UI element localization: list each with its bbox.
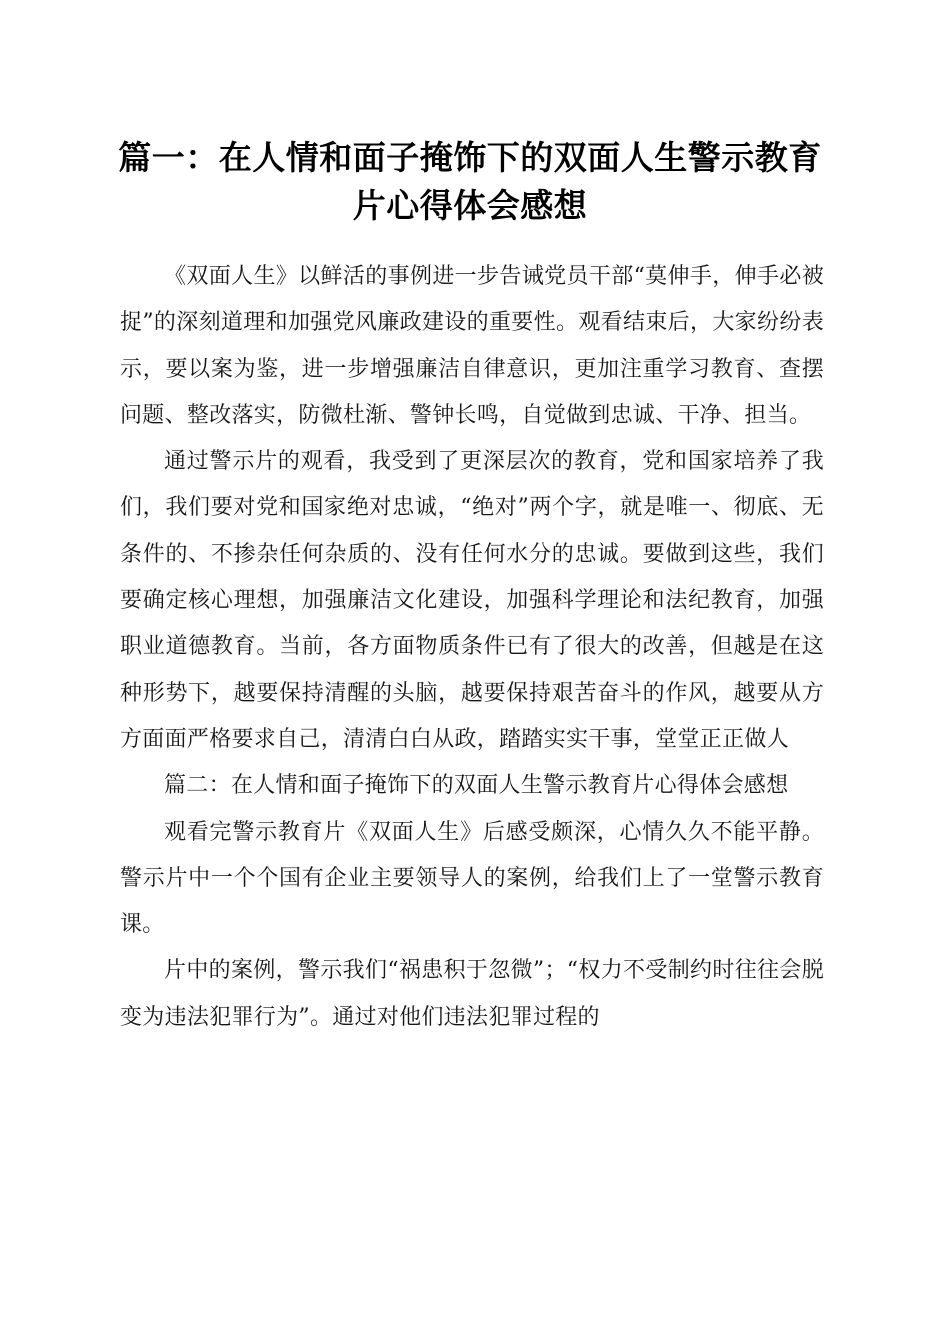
paragraph-3: 观看完警示教育片《双面人生》后感受颇深，心情久久不能平静。警示片中一个个国有企业主要领导人的案例，给我们上了一堂警示教育课。 [120,819,824,938]
document-title: 篇一：在人情和面子掩饰下的双面人生警示教育片心得体会感想 [118,138,822,225]
paragraph-2: 通过警示片的观看，我受到了更深层次的教育，党和国家培养了我们，我们要对党和国家绝对忠诚，“绝对”两个字，就是唯一、彻底、无条件的、不掺杂任何杂质的、没有任何水分的忠诚。要做到这些，我们要确定核心理想，加强廉洁文化建设，加强科学理论和法纪教育，加强职业道德教育。当前，各方面物质条件已有了很大的改善，但越是在这种形势下，越要保持清醒的头脑，越要保持艰苦奋斗的作风，越要从方方面面严格要求自己，清清白白从政，踏踏实实干事，堂堂正正做人 [120,449,824,752]
paragraph-4: 片中的案例，警示我们“祸患积于忽微”；“权力不受制约时往往会脱变为违法犯罪行为”。通过对他们违法犯罪过程的 [120,958,824,1030]
section-heading-part-two: 篇二：在人情和面子掩饰下的双面人生警示教育片心得体会感想 [164,773,789,799]
document-body [120,254,824,1041]
paragraph-1: 《双面人生》以鲜活的事例进一步告诫党员干部“莫伸手，伸手必被捉”的深刻道理和加强党风廉政建设的重要性。观看结束后，大家纷纷表示，要以案为鉴，进一步增强廉洁自律意识，更加注重学习教育、查摆问题、整改落实，防微杜渐、警钟长鸣，自觉做到忠诚、干净、担当。 [120,264,824,428]
